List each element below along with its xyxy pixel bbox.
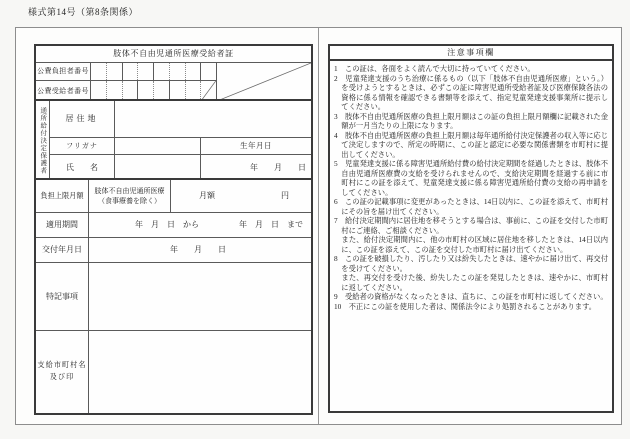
payer-number-label: 公費負担者番号 xyxy=(36,63,91,81)
payer-digit-cell xyxy=(137,63,153,80)
recipient-digit-cell xyxy=(153,81,169,101)
address-value-cell xyxy=(115,101,311,138)
notes-panel xyxy=(328,44,614,413)
name-value-cell xyxy=(115,155,201,180)
note-item: また、再交付を受けた後、紛失したこの証を発見したときは、速やかに、市町村に返してください。 xyxy=(334,273,608,292)
issue-date-label: 交付年月日 xyxy=(36,238,89,263)
copay-type-line1: 肢体不自由児通所医療 xyxy=(94,186,165,195)
recipient-digit-cell xyxy=(185,81,201,101)
validity-value xyxy=(89,213,311,238)
payer-digit-cell xyxy=(200,63,216,80)
copay-type-cell xyxy=(89,180,171,213)
recipient-digit-cell xyxy=(137,81,153,101)
validity-label: 適用期間 xyxy=(36,213,89,238)
payer-digit-cell xyxy=(91,63,106,80)
recipient-number-label: 公費受給者番号 xyxy=(36,81,91,101)
recipient-digit-cell xyxy=(169,81,185,101)
payer-digit-cell xyxy=(122,63,138,80)
note-item: 8 この証を破損したり、汚したり又は紛失したときは、速やかに届け出て、再交付を受けてください。 xyxy=(334,254,608,273)
furigana-label: フリガナ xyxy=(50,138,115,155)
validity-from: 年 月 日 から xyxy=(135,220,199,230)
certificate-title: 肢体不自由児通所医療受給者証 xyxy=(36,46,311,63)
municipality-label-line1: 支給市町村名 xyxy=(37,361,87,370)
notes-title: 注意事項欄 xyxy=(330,46,612,61)
birthdate-value: 年 月 日 xyxy=(250,162,306,172)
validity-to: 年 月 日 まで xyxy=(239,220,303,230)
payer-digit-cell xyxy=(185,63,201,80)
copay-type-line2: （食事療養を除く） xyxy=(98,197,161,205)
certificate-table xyxy=(34,44,313,415)
note-item: 6 この証の記載事項に変更があったときは、14日以内に、この証を添えて、市町村にその旨を届け出てください。 xyxy=(334,197,608,216)
note-item: 3 肢体不自由児通所医療の負担上限月額はこの証の負担上限月額欄に記載された金額が一月当たりの上限になります。 xyxy=(334,111,608,130)
special-notes-label: 特記事項 xyxy=(36,263,89,331)
recipient-digit-cell xyxy=(200,81,216,101)
note-item: 9 受給者の資格がなくなったときは、直ちに、この証を市町村に返してください。 xyxy=(334,292,608,301)
note-item: また、給付決定期間内に、他の市町村の区域に居住地を移したときは、14日以内に、この証を添えて、この証を交付した市町村に届け出てください。 xyxy=(334,235,608,254)
note-item: 2 児童発達支援のうち治療に係るもの（以下「肢体不自由児通所医療」という。）を受けようとするときは、必ずこの証に障害児通所受給者証及び医療保険各法の資格に係る情報を確認できる書類等を添えて、指定児童発達支援事業所に提示してください。 xyxy=(334,73,608,111)
recipient-number-digit-boxes xyxy=(91,81,216,101)
payer-digit-cell xyxy=(153,63,169,80)
birthdate-header-label: 生年月日 xyxy=(201,138,311,155)
municipality-value-cell xyxy=(89,331,311,413)
payer-number-digit-boxes xyxy=(91,63,216,81)
note-item: 10 不正にこの証を使用した者は、関係法令により処罰されることがあります。 xyxy=(334,301,597,311)
recipient-digit-cell xyxy=(91,81,106,101)
document-sheet xyxy=(15,27,622,425)
special-notes-value-cell xyxy=(89,263,311,331)
copay-limit-label: 負担上限月額 xyxy=(36,180,89,213)
diagonal-slash xyxy=(217,63,311,101)
recipient-digit-cell xyxy=(106,81,122,101)
municipality-label xyxy=(36,331,89,413)
issue-date-value: 年 月 日 xyxy=(89,238,311,263)
diagonal-slash xyxy=(201,81,216,101)
center-fold-line xyxy=(318,28,319,424)
form-number-label: 様式第14号（第8条関係） xyxy=(28,7,139,17)
blank-merged-cell xyxy=(216,63,311,101)
furigana-value-cell xyxy=(115,138,201,155)
copay-amount-cell xyxy=(171,180,311,213)
note-item: 4 肢体不自由児通所医療の負担上限月額は毎年通所給付決定保護者の収入等に応じて決定しますので、所定の時期に、この証と認定に必要な関係書類を市町村に提出してください。 xyxy=(334,130,608,159)
name-label: 氏 名 xyxy=(50,155,115,180)
notes-body xyxy=(330,61,612,311)
address-label: 居住地 xyxy=(50,101,115,138)
amount-unit-label: 円 xyxy=(281,191,289,201)
note-item: 1 この証は、各面をよく読んで大切に持っていてください。 xyxy=(334,64,535,73)
note-item: 7 給付決定期間内に居住地を移そうとする場合は、事前に、この証を交付した市町村にご連絡、ご相談ください。 xyxy=(334,216,608,235)
payer-digit-cell xyxy=(169,63,185,80)
guardian-vertical-label: 通所給付決定保護者 xyxy=(36,101,50,180)
municipality-label-line2: 及び印 xyxy=(49,373,75,381)
recipient-digit-cell xyxy=(122,81,138,101)
amount-prefix-label: 月額 xyxy=(199,191,215,201)
payer-digit-cell xyxy=(106,63,122,80)
note-item: 5 児童発達支援に係る障害児通所給付費の給付決定期間を経過したときは、肢体不自由児通所医療費の支給を受けられませんので、支給決定期間を経過する前に市町村にこの証を添えて、児童発達支援に係る障害児通所給付費の支給の再申請をしてください。 xyxy=(334,159,608,197)
